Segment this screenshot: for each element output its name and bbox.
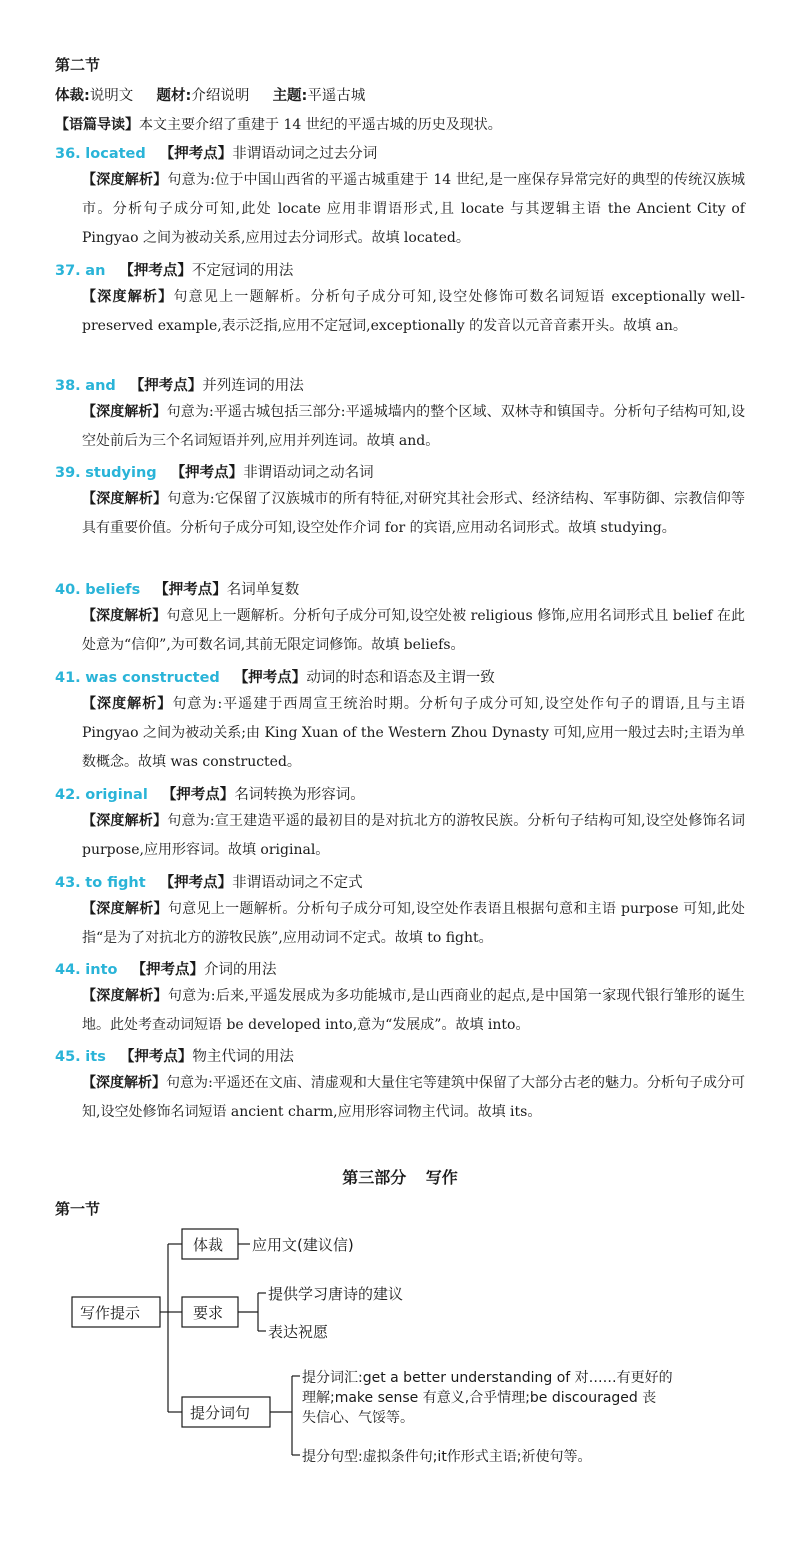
key-point-text: 非谓语动词之不定式 [232,875,363,891]
analysis-paragraph [82,690,745,777]
section-1-title: 第一节 [55,1200,101,1218]
analysis-label: 【深度解析】 [82,172,168,188]
key-point-text: 名词转换为形容词。 [234,787,365,803]
analysis-paragraph [82,166,745,253]
question-number: 38. [55,378,81,394]
analysis-paragraph [82,895,745,953]
analysis-text: 句意见上一题解析。分析句子成分可知,设空处修饰可数名词短语 exceptionally well-preserved example,表示泛指,应用不定冠词,exceptionally 的发音以元音音素开头。故填 an。 [82,289,745,334]
key-point-text: 介词的用法 [203,962,277,978]
analysis-text: 句意见上一题解析。分析句子成分可知,设空处作表语且根据句意和主语 purpose 可知,此处指“是为了对抗北方的游牧民族”,应用动词不定式。故填 to fight。 [82,901,745,946]
key-point-text: 物主代词的用法 [192,1049,294,1065]
boost-vocab-line: 提分词汇:get a better understanding of 对……有更好的 [302,1370,673,1386]
analysis-label: 【深度解析】 [82,696,173,712]
key-point-text: 非谓语动词之动名词 [243,465,374,481]
question-number: 42. [55,787,81,803]
answer-text: its [85,1049,106,1065]
analysis-text: 句意见上一题解析。分析句子成分可知,设空处被 religious 修饰,应用名词形式且 belief 在此处意为“信仰”,为可数名词,其前无限定词修饰。故填 beliefs。 [82,608,746,653]
question-number: 40. [55,582,81,598]
analysis-paragraph [82,398,745,456]
answer-text: into [85,962,118,978]
question-header [55,259,293,280]
requirement-box [182,1297,238,1327]
key-point-label: 【押考点】 [131,962,204,978]
key-point-label: 【押考点】 [129,378,203,394]
analysis-text: 句意为:它保留了汉族城市的所有特征,对研究其社会形式、经济结构、军事防御、宗教信仰等具有重要价值。分析句子成分可知,设空处作介词 for 的宾语,应用动名词形式。故填 studying。 [82,491,746,536]
question-header [55,783,365,804]
key-point-text: 动词的时态和语态及主谓一致 [306,670,495,686]
key-point-label: 【押考点】 [159,146,233,162]
analysis-paragraph [82,283,745,341]
key-point-label: 【押考点】 [159,875,233,891]
boost-vocab-line: 理解;make sense 有意义,合乎情理;be discouraged 丧 [302,1390,657,1406]
analysis-label: 【深度解析】 [82,404,167,420]
passage-guide [55,114,502,134]
analysis-paragraph [82,1069,745,1127]
key-point-label: 【押考点】 [119,1049,193,1065]
passage-guide-text: 本文主要介绍了重建于 14 世纪的平遥古城的历史及现状。 [139,117,502,133]
answer-text: original [85,787,148,803]
analysis-paragraph [82,602,745,660]
section-2-title: 第二节 [55,56,101,74]
key-point-label: 【押考点】 [119,263,192,279]
genre-box [182,1229,238,1259]
answer-text: located [85,146,146,162]
key-point-text: 名词单复数 [226,582,300,598]
boost-box [182,1397,270,1427]
passage-guide-label: 【语篇导读】 [55,117,139,133]
analysis-label: 【深度解析】 [82,901,168,917]
question-header [55,461,374,482]
answer-text: beliefs [85,582,141,598]
key-point-label: 【押考点】 [161,787,235,803]
analysis-label: 【深度解析】 [82,491,168,507]
question-number: 41. [55,670,81,686]
requirement-box-label: 要求 [193,1304,224,1322]
answer-text: an [85,263,106,279]
analysis-label: 【深度解析】 [82,813,168,829]
key-point-text: 不定冠词的用法 [191,263,294,279]
analysis-label: 【深度解析】 [82,608,167,624]
analysis-paragraph [82,982,745,1040]
boost-sentence-patterns: 提分句型:虚拟条件句;it作形式主语;祈使句等。 [302,1449,592,1465]
question-number: 45. [55,1049,81,1065]
boost-box-label: 提分词句 [190,1404,251,1422]
root-box [72,1297,160,1327]
analysis-text: 句意为:平遥古城包括三部分:平遥城墙内的整个区域、双林寺和镇国寺。分析句子结构可知,设空处前后为三个名词短语并列,应用并列连词。故填 and。 [82,404,745,449]
question-header [55,958,276,979]
analysis-text: 句意为:位于中国山西省的平遥古城重建于 14 世纪,是一座保存异常完好的典型的传统汉族城市。分析句子成分可知,此处 locate 应用非谓语形式,且 locate 与其逻辑主语 the Ancient City of Pingyao 之间为被动关系,应用过去分词形式。故填 located。 [82,172,745,246]
topic-label: 题材: [156,88,192,104]
key-point-label: 【押考点】 [170,465,244,481]
key-point-text: 非谓语动词之过去分词 [232,146,378,162]
genre-label: 体裁: [55,88,90,104]
boost-vocab-line: 失信心、气馁等。 [302,1410,414,1426]
analysis-text: 句意为:宣王建造平遥的最初目的是对抗北方的游牧民族。分析句子结构可知,设空处修饰名词 purpose,应用形容词。故填 original。 [82,813,746,858]
answer-text: studying [85,465,157,481]
root-label: 写作提示 [80,1304,141,1322]
key-point-text: 并列连词的用法 [202,378,304,394]
key-point-label: 【押考点】 [233,670,307,686]
analysis-label: 【深度解析】 [82,1075,167,1091]
question-header [55,374,304,395]
question-number: 36. [55,146,81,162]
theme-value: 平遥古城 [307,88,366,104]
question-number: 39. [55,465,81,481]
analysis-paragraph [82,485,745,543]
key-point-label: 【押考点】 [154,582,227,598]
question-number: 44. [55,962,81,978]
question-header [55,142,377,163]
question-number: 37. [55,263,81,279]
answer-text: and [85,378,116,394]
question-header [55,871,363,892]
question-header [55,1045,294,1066]
part-3-title: 第三部分 写作 [342,1168,458,1187]
requirement-item: 表达祝愿 [268,1323,329,1341]
analysis-text: 句意为:平遥建于西周宣王统治时期。分析句子成分可知,设空处作句子的谓语,且与主语 Pingyao 之间为被动关系;由 King Xuan of the Western Zhou Dynasty 可知,应用一般过去时;主语为单数概念。故填 was constructed。 [82,696,746,770]
answer-text: was constructed [85,670,220,686]
analysis-paragraph [82,807,745,865]
genre-value: 应用文(建议信) [252,1236,354,1254]
analysis-label: 【深度解析】 [82,988,168,1004]
genre-box-label: 体裁 [193,1236,224,1254]
question-number: 43. [55,875,81,891]
passage-meta [55,84,365,105]
question-header [55,578,299,599]
analysis-label: 【深度解析】 [82,289,174,305]
answer-text: to fight [85,875,146,891]
theme-label: 主题: [272,88,308,104]
analysis-text: 句意为:平遥还在文庙、清虚观和大量住宅等建筑中保留了大部分古老的魅力。分析句子成分可知,设空处修饰名词短语 ancient charm,应用形容词物主代词。故填 its。 [82,1075,746,1120]
analysis-text: 句意为:后来,平遥发展成为多功能城市,是山西商业的起点,是中国第一家现代银行雏形的诞生地。此处考查动词短语 be developed into,意为“发展成”。故填 into。 [82,988,745,1033]
topic-value: 介绍说明 [191,88,250,104]
question-header [55,666,495,687]
requirement-item: 提供学习唐诗的建议 [268,1285,404,1303]
genre-value: 说明文 [89,88,134,104]
